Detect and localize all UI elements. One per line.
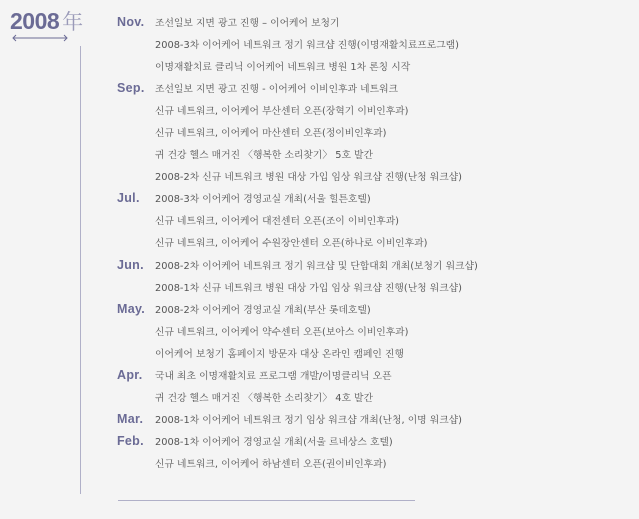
month-label: Nov. <box>117 15 145 29</box>
timeline-entry: 2008-2차 이어케어 네트워크 정기 워크샵 및 단합대회 개최(보청기 워크샵) <box>155 260 478 272</box>
timeline-entry: 2008-3차 이어케어 네트워크 정기 워크샵 진행(이명재활치료프로그램) <box>155 40 459 52</box>
timeline-entry: 신규 네트워크, 이어케어 대전센터 오픈(조이 이비인후과) <box>155 216 399 228</box>
timeline-entry: 이명재활치료 클리닉 이어케어 네트워크 병원 1차 론칭 시작 <box>155 62 411 74</box>
month-label: May. <box>117 301 146 316</box>
month-group <box>0 411 478 433</box>
timeline-entry: 국내 최초 이명재활치료 프로그램 개발/이명클리닉 오픈 <box>155 370 392 382</box>
month-list <box>0 14 478 477</box>
month-group <box>0 14 478 80</box>
month-label: Feb. <box>117 433 144 448</box>
timeline-entry: 조선일보 지면 광고 진행 - 이어케어 이비인후과 네트워크 <box>155 84 399 96</box>
month-group <box>0 367 478 411</box>
timeline-entry: 2008-2차 이어케어 경영교실 개최(부산 롯데호텔) <box>155 304 371 316</box>
year-number: 2008 <box>10 8 60 34</box>
timeline-entry: 신규 네트워크, 이어케어 부산센터 오픈(장혁기 이비인후과) <box>155 106 409 118</box>
year-suffix: 年 <box>62 10 84 34</box>
timeline-entry: 신규 네트워크, 이어케어 수원장안센터 오픈(하나로 이비인후과) <box>155 238 428 250</box>
timeline-entry: 조선일보 지면 광고 진행 – 이어케어 보청기 <box>155 18 340 29</box>
timeline-entry: 2008-1차 신규 네트워크 병원 대상 가입 임상 워크샵 진행(난청 워크샵) <box>155 282 462 294</box>
timeline-entry: 2008-1차 이어케어 경영교실 개최(서울 르네상스 호텔) <box>155 436 393 448</box>
timeline-entry: 귀 건강 헬스 매거진 〈행복한 소리찾기〉 5호 발간 <box>155 150 373 162</box>
timeline-entry: 2008-1차 이어케어 네트워크 정기 임상 워크샵 개최(난청, 이명 워크샵) <box>155 414 462 426</box>
timeline-entry: 신규 네트워크, 이어케어 하남센터 오픈(권이비인후과) <box>155 458 387 470</box>
month-label: Mar. <box>117 411 144 426</box>
timeline-entry: 신규 네트워크, 이어케어 약수센터 오픈(보아스 이비인후과) <box>155 326 409 338</box>
month-label: Sep. <box>117 81 145 96</box>
month-group <box>0 301 478 367</box>
timeline-entry: 2008-2차 신규 네트워크 병원 대상 가입 임상 워크샵 진행(난청 워크샵) <box>155 172 462 184</box>
month-label: Apr. <box>117 367 143 382</box>
month-group <box>0 80 478 190</box>
bottom-divider <box>118 500 415 501</box>
timeline-entry: 귀 건강 헬스 매거진 〈행복한 소리찾기〉 4호 발간 <box>155 392 373 404</box>
month-label: Jun. <box>117 257 144 272</box>
timeline-entry: 이어케어 보청기 홈페이지 방문자 대상 온라인 캠페인 진행 <box>155 348 404 360</box>
month-group <box>0 257 478 301</box>
month-group <box>0 190 478 256</box>
month-group <box>0 433 478 477</box>
timeline-entry: 신규 네트워크, 이어케어 마산센터 오픈(정이비인후과) <box>155 128 387 140</box>
timeline-entry: 2008-3차 이어케어 경영교실 개최(서울 힐튼호텔) <box>155 194 371 206</box>
month-label: Jul. <box>117 191 140 206</box>
